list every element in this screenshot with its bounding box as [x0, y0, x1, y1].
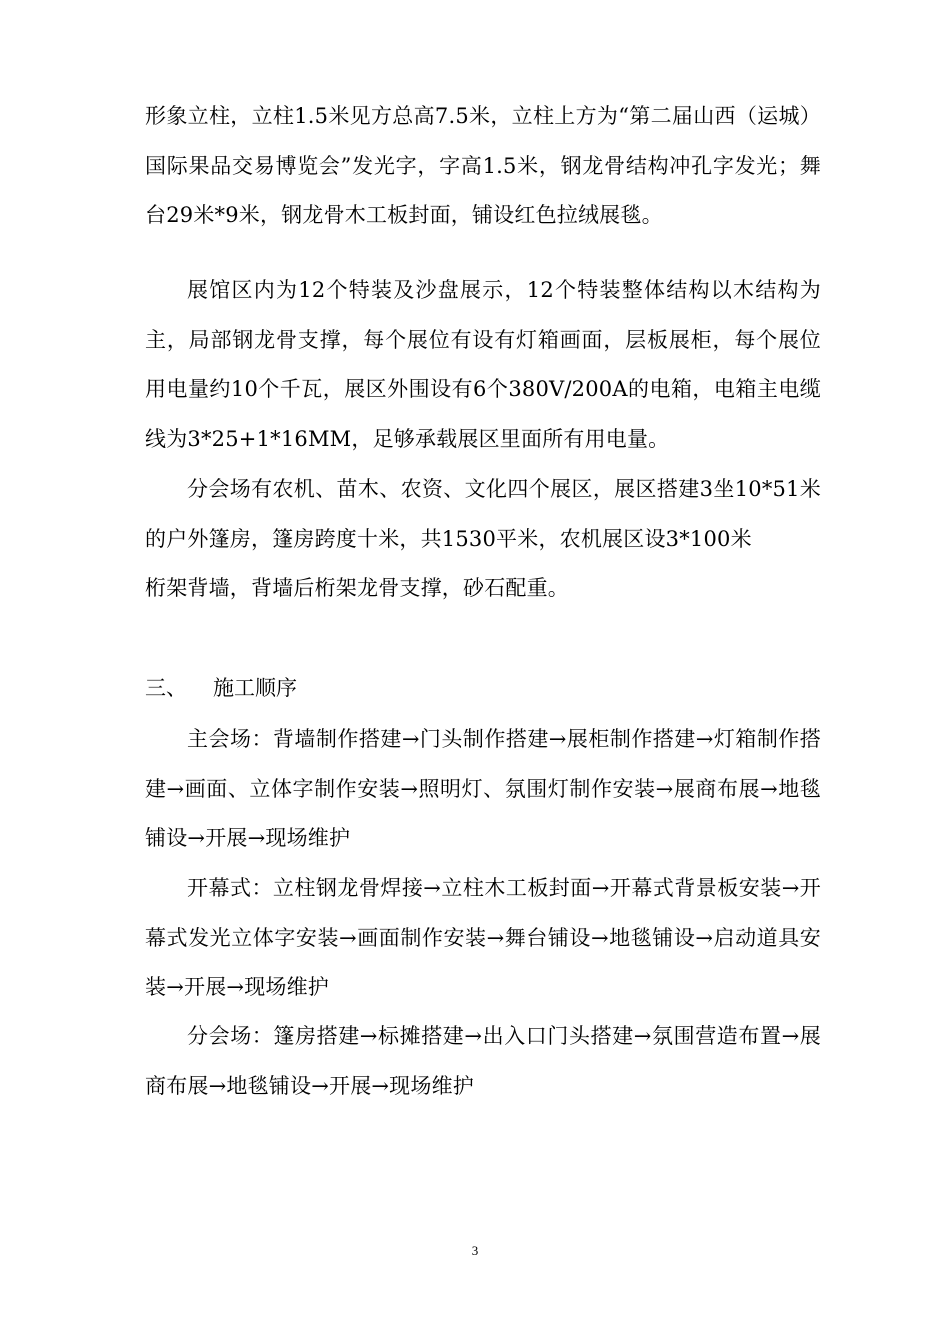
- paragraph-pillar-stage: 形象立柱，立柱1.5米见方总高7.5米，立柱上方为“第二届山西（运城）国际果品交易博览会”发光字，字高1.5米，钢龙骨结构冲孔字发光；舞台29米*9米，钢龙骨木工板封面，铺设红色拉绒展毯。: [145, 104, 821, 227]
- section-title: 施工顺序: [213, 676, 297, 700]
- page-number: 3: [471, 1243, 479, 1258]
- sequence-main-venue: 主会场：背墙制作搭建→门头制作搭建→展柜制作搭建→灯箱制作搭建→画面、立体字制作安装→照明灯、氛围灯制作安装→展商布展→地毯铺设→开展→现场维护: [145, 727, 821, 850]
- paragraph-sub-venue-line1: 分会场有农机、苗木、农资、文化四个展区，展区搭建3坐10*51米的户外篷房，篷房跨度十米，共1530平米，农机展区设3*100米: [145, 477, 821, 551]
- sequence-opening-ceremony: 开幕式：立柱钢龙骨焊接→立柱木工板封面→开幕式背景板安装→开幕式发光立体字安装→画面制作安装→舞台铺设→地毯铺设→启动道具安装→开展→现场维护: [145, 876, 821, 999]
- section-heading: [145, 664, 297, 713]
- section-number: 三、: [145, 676, 187, 700]
- paragraph-sub-venue: [145, 465, 821, 614]
- paragraph-exhibition-hall: 展馆区内为12个特装及沙盘展示，12个特装整体结构以木结构为主，局部钢龙骨支撑，每个展位有设有灯箱画面，层板展柜，每个展位用电量约10个千瓦，展区外围设有6个380V/200A的电箱，电箱主电缆线为3*25+1*16MM，足够承载展区里面所有用电量。: [145, 278, 821, 451]
- paragraph-sub-venue-line2: 桁架背墙，背墙后桁架龙骨支撑，砂石配重。: [145, 576, 569, 600]
- sequence-sub-venue: 分会场：篷房搭建→标摊搭建→出入口门头搭建→氛围营造布置→展商布展→地毯铺设→开展→现场维护: [145, 1024, 821, 1098]
